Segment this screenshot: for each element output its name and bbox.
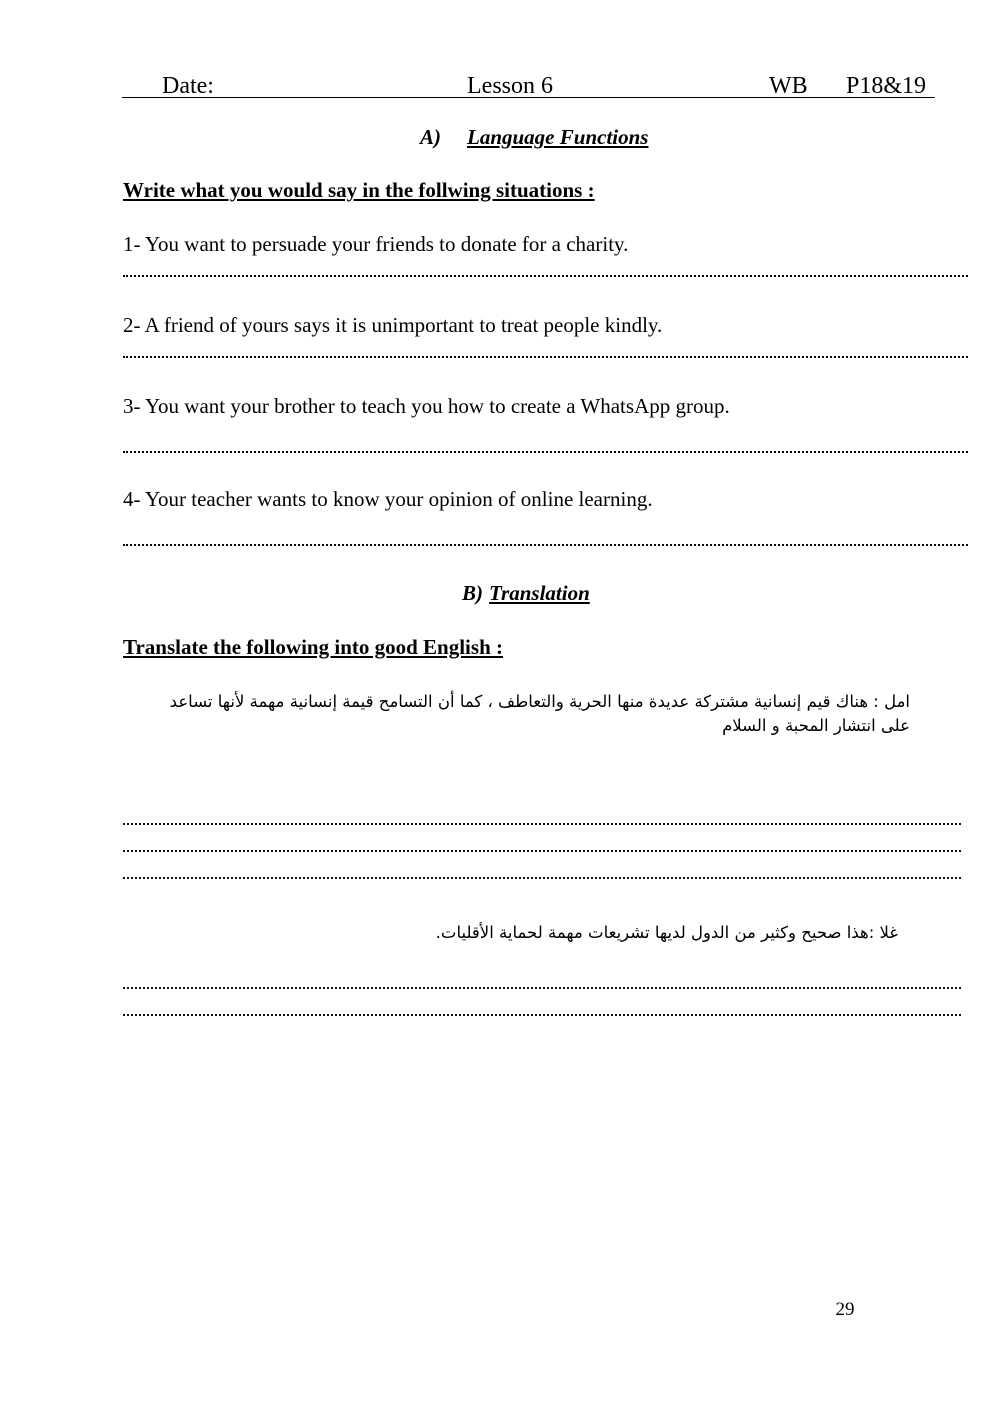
translation-line-1[interactable]: [123, 823, 961, 825]
section-b-instruction: Translate the following into good English :: [123, 635, 503, 659]
translation-line-3[interactable]: [123, 877, 961, 879]
lesson-label: Lesson 6: [467, 73, 553, 99]
section-a-title-text: Language Functions: [467, 125, 649, 149]
question-3: 3- You want your brother to teach you how to create a WhatsApp group.: [123, 394, 730, 418]
answer-line-1[interactable]: [123, 275, 968, 277]
header-rule: [122, 97, 935, 98]
answer-line-2[interactable]: [123, 356, 968, 358]
arabic-passage-2: غلا :هذا صحيح وكثير من الدول لديها تشريعات مهمة لحماية الأقليات.: [435, 923, 898, 942]
arabic-passage-1: [100, 690, 910, 738]
question-4: 4- Your teacher wants to know your opinion of online learning.: [123, 487, 653, 511]
translation-line-5[interactable]: [123, 1014, 961, 1016]
translation-line-4[interactable]: [123, 987, 961, 989]
section-a-title: [420, 124, 648, 150]
page-range-label: P18&19: [846, 73, 927, 99]
section-a-letter: A): [420, 125, 441, 149]
page-number: 29: [835, 1299, 855, 1320]
date-label: Date:: [162, 73, 214, 99]
workbook-label: WB: [769, 73, 808, 99]
answer-line-3[interactable]: [123, 451, 968, 453]
answer-line-4[interactable]: [123, 544, 968, 546]
section-a-instruction: Write what you would say in the follwing situations :: [123, 178, 595, 202]
section-b-title: [462, 580, 590, 606]
translation-line-2[interactable]: [123, 850, 961, 852]
arabic-passage-1-line-2: على انتشار المحبة و السلام: [722, 716, 910, 735]
question-2: 2- A friend of yours says it is unimportant to treat people kindly.: [123, 313, 663, 337]
question-1: 1- You want to persuade your friends to donate for a charity.: [123, 232, 629, 256]
section-b-title-text: Translation: [489, 581, 590, 605]
arabic-passage-1-line-1: امل : هناك قيم إنسانية مشتركة عديدة منها الحرية والتعاطف ، كما أن التسامح قيمة إنسانية مهمة لأنها تساعد: [169, 692, 910, 711]
section-b-letter: B): [462, 581, 483, 605]
